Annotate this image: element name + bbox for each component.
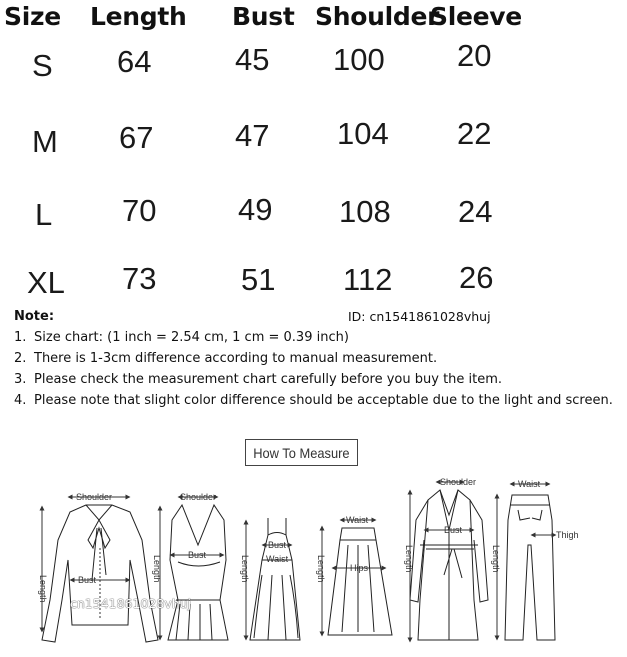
dress-length-label: Length <box>240 555 250 583</box>
row-m-shoulder: 104 <box>337 116 389 151</box>
note-text: There is 1-3cm difference according to manual measurement. <box>34 351 438 366</box>
note-text: Please check the measurement chart carefully before you buy the item. <box>34 372 503 387</box>
dress-bust-label: Bust <box>268 540 287 550</box>
note-item-1 <box>14 330 349 345</box>
row-l-bust: 49 <box>238 192 273 227</box>
blouse-illustration <box>42 497 158 642</box>
header-shoulder: Shoulder <box>315 2 440 31</box>
product-id: ID: cn1541861028vhuj <box>348 309 491 324</box>
skirt-hips-label: Hips <box>350 563 369 573</box>
blouse-shoulder-label: Shoulder <box>76 492 113 502</box>
row-s-length: 64 <box>117 44 152 79</box>
row-s-bust: 45 <box>235 42 270 77</box>
row-xl-length: 73 <box>122 261 157 296</box>
note-title: Note: <box>14 309 55 324</box>
note-item-2 <box>14 351 437 366</box>
row-m-sleeve: 22 <box>457 116 492 151</box>
note-number: 2. <box>14 351 27 366</box>
dress-waist-label: Waist <box>266 554 289 564</box>
row-l-length: 70 <box>122 193 157 228</box>
row-s-size: S <box>32 48 53 83</box>
skirt-illustration <box>322 520 392 635</box>
row-l-shoulder: 108 <box>339 194 391 229</box>
how-to-measure-title <box>245 439 358 466</box>
blouse-bust-label: Bust <box>78 575 97 585</box>
trousers-illustration <box>497 484 555 640</box>
v-neck-top-illustration <box>160 497 228 640</box>
row-m-bust: 47 <box>235 118 270 153</box>
skirt-length-label: Length <box>316 555 326 583</box>
row-s-sleeve: 20 <box>457 38 492 73</box>
coat-shoulder-label: Shoulder <box>440 477 477 487</box>
note-item-3 <box>14 372 502 387</box>
trousers-waist-label: Waist <box>518 479 541 489</box>
trousers-thigh-label: Thigh <box>556 530 579 540</box>
row-m-size: M <box>32 124 58 159</box>
header-length: Length <box>90 2 187 31</box>
note-number: 1. <box>14 330 27 345</box>
measurement-illustrations <box>0 470 627 657</box>
row-m-length: 67 <box>119 120 154 155</box>
note-item-4 <box>14 393 613 408</box>
row-xl-size: XL <box>27 265 65 300</box>
strap-dress-illustration <box>246 518 300 640</box>
top-shoulder-label: Shoulder <box>180 492 217 502</box>
row-l-sleeve: 24 <box>458 194 493 229</box>
row-s-shoulder: 100 <box>333 42 385 77</box>
header-sleeve: Sleeve <box>430 2 522 31</box>
note-number: 4. <box>14 393 27 408</box>
row-l-size: L <box>35 197 53 232</box>
coat-length-label: Length <box>404 545 414 573</box>
note-number: 3. <box>14 372 27 387</box>
top-length-label: Length <box>152 555 162 583</box>
header-size: Size <box>4 2 61 31</box>
how-to-measure-label: How To Measure <box>253 444 350 461</box>
row-xl-bust: 51 <box>241 262 276 297</box>
watermark-text: cn1541861028vhuj <box>70 596 192 611</box>
skirt-waist-label: Waist <box>346 515 369 525</box>
row-xl-sleeve: 26 <box>459 260 494 295</box>
note-text: Size chart: (1 inch = 2.54 cm, 1 cm = 0.39 inch) <box>34 330 349 345</box>
note-text: Please note that slight color difference should be acceptable due to the light and screen. <box>34 393 613 408</box>
blouse-length-label: Length <box>38 575 48 603</box>
coat-bust-label: Bust <box>444 525 463 535</box>
coat-illustration <box>410 482 488 640</box>
header-bust: Bust <box>232 2 295 31</box>
top-bust-label: Bust <box>188 550 207 560</box>
row-xl-shoulder: 112 <box>343 262 393 297</box>
trousers-length-label: Length <box>491 545 501 573</box>
